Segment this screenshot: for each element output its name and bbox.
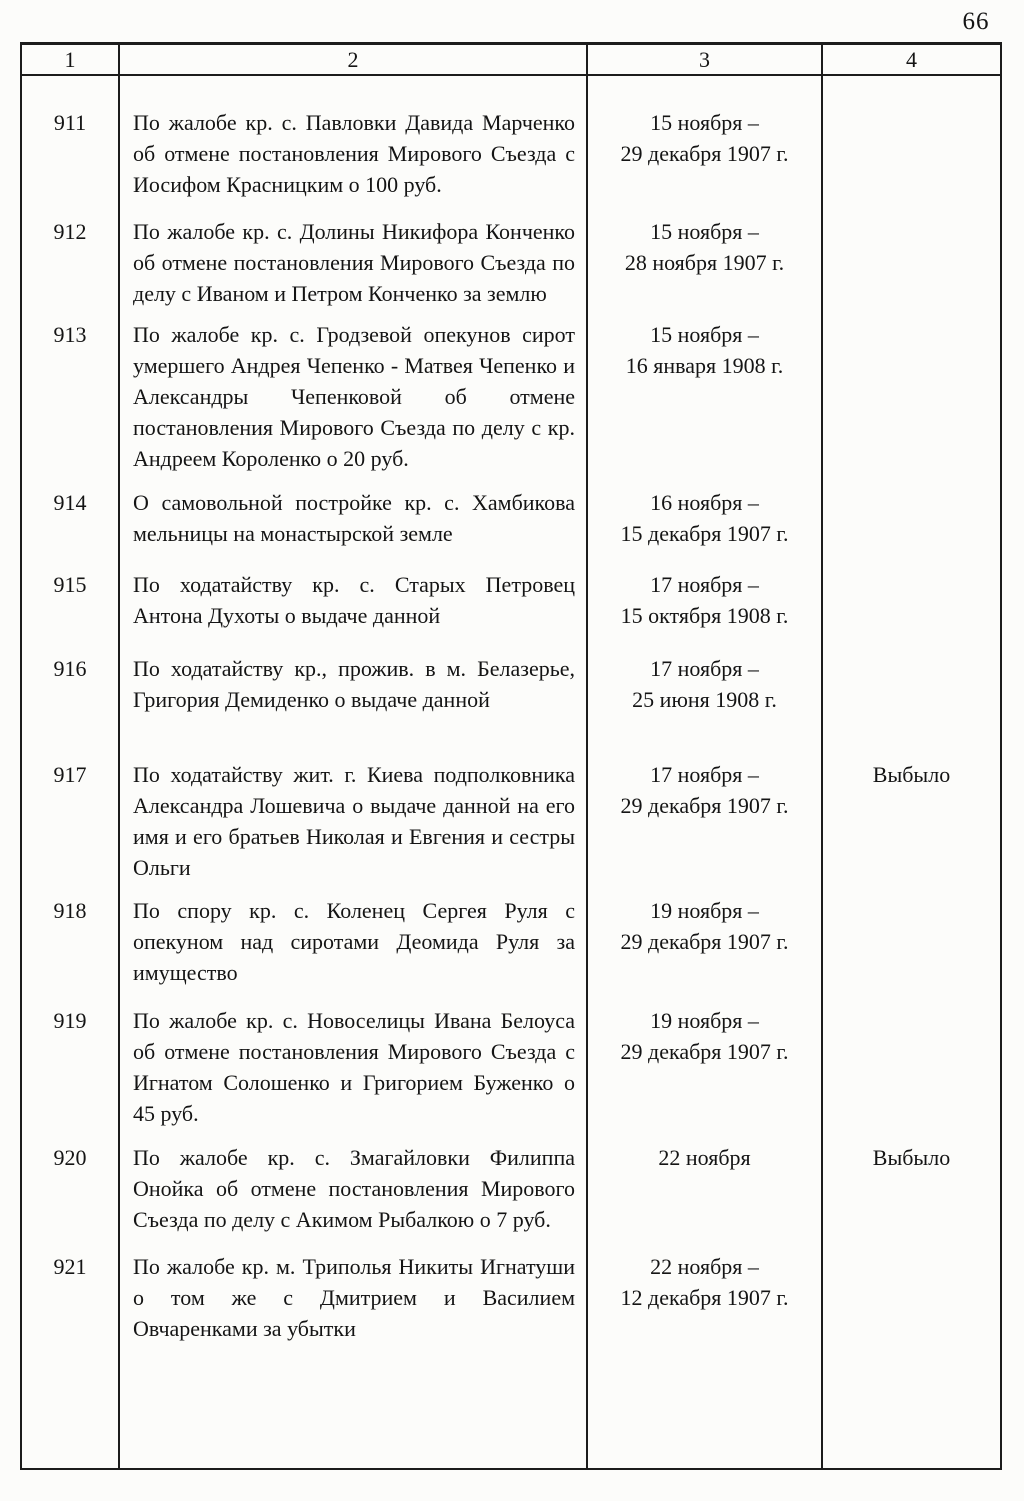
case-status: [823, 883, 1000, 988]
column-header-3: 3: [588, 45, 823, 74]
case-description: По жалобе кр. с. Гродзевой опекунов сирот умершего Андрея Чепенко - Матвея Чепенко и Александры Чепенковой об отмене постановления Мирового Съезда по делу с кр. Андреем Короленко о 20 руб.: [120, 309, 588, 474]
case-dates: 17 ноября – 15 октября 1908 г.: [588, 549, 823, 631]
case-dates: 16 ноября – 15 декабря 1907 г.: [588, 474, 823, 549]
case-number: 912: [22, 200, 120, 309]
table-row: [22, 1129, 1000, 1235]
page-number: 66: [962, 8, 990, 35]
case-dates: 15 ноября – 28 ноября 1907 г.: [588, 200, 823, 309]
case-status: [823, 76, 1000, 200]
table-row: [22, 474, 1000, 549]
table-row: [22, 200, 1000, 309]
case-number: 917: [22, 715, 120, 883]
case-dates: 15 ноября – 16 января 1908 г.: [588, 309, 823, 474]
case-status: [823, 474, 1000, 549]
column-header-4: 4: [906, 47, 917, 72]
case-description: По жалобе кр. с. Змагайловки Филиппа Онойка об отмене постановления Мирового Съезда по делу с Акимом Рыбалкою о 7 руб.: [120, 1129, 588, 1235]
case-status: [823, 988, 1000, 1129]
case-dates: 22 ноября: [588, 1129, 823, 1235]
table-row: [22, 988, 1000, 1129]
case-status: [823, 631, 1000, 715]
case-dates: 17 ноября – 25 июня 1908 г.: [588, 631, 823, 715]
column-header-1: 1: [22, 45, 120, 74]
case-description: О самовольной постройке кр. с. Хамбикова мельницы на монастырской земле: [120, 474, 588, 549]
case-number: 915: [22, 549, 120, 631]
table-row: [22, 1235, 1000, 1468]
table-row: [22, 631, 1000, 715]
case-number: 913: [22, 309, 120, 474]
case-number: 921: [22, 1235, 120, 1468]
column-header-2: 2: [120, 45, 588, 74]
case-dates: 17 ноября – 29 декабря 1907 г.: [588, 715, 823, 883]
table-row: [22, 309, 1000, 474]
case-status: Выбыло: [872, 762, 951, 787]
case-dates: 22 ноября – 12 декабря 1907 г.: [588, 1235, 823, 1468]
case-number: 919: [22, 988, 120, 1129]
case-status: Выбыло: [872, 1145, 951, 1170]
case-description: По жалобе кр. с. Павловки Давида Марченко об отмене постановления Мирового Съезда с Иосифом Красницким о 100 руб.: [120, 76, 588, 200]
case-status: [823, 549, 1000, 631]
table-header-row: [22, 45, 1000, 76]
case-description: По жалобе кр. с. Новоселицы Ивана Белоуса об отмене постановления Мирового Съезда с Игнатом Солошенко и Григорием Буженко о 45 руб.: [120, 988, 588, 1129]
case-number: 914: [22, 474, 120, 549]
case-number: 916: [22, 631, 120, 715]
case-number: 911: [22, 76, 120, 200]
table-row: [22, 883, 1000, 988]
case-status: [823, 309, 1000, 474]
case-dates: 19 ноября – 29 декабря 1907 г.: [588, 883, 823, 988]
table-row: [22, 715, 1000, 883]
table-row: [22, 76, 1000, 200]
table-row: [22, 549, 1000, 631]
case-description: По ходатайству кр., прожив. в м. Белазерье, Григория Демиденко о выдаче данной: [120, 631, 588, 715]
case-status: [823, 200, 1000, 309]
case-dates: 19 ноября – 29 декабря 1907 г.: [588, 988, 823, 1129]
case-number: 920: [22, 1129, 120, 1235]
case-description: По спору кр. с. Коленец Сергея Руля с опекуном над сиротами Деомида Руля за имущество: [120, 883, 588, 988]
case-status: [823, 1235, 1000, 1468]
case-description: По жалобе кр. м. Триполья Никиты Игнатуши о том же с Дмитрием и Василием Овчаренками за убытки: [120, 1235, 588, 1468]
case-dates: 15 ноября – 29 декабря 1907 г.: [588, 76, 823, 200]
case-description: По ходатайству кр. с. Старых Петровец Антона Духоты о выдаче данной: [120, 549, 588, 631]
case-register-table: [20, 42, 1002, 1470]
case-description: По жалобе кр. с. Долины Никифора Конченко об отмене постановления Мирового Съезда по делу с Иваном и Петром Конченко за землю: [120, 200, 588, 309]
case-number: 918: [22, 883, 120, 988]
case-description: По ходатайству жит. г. Киева подполковника Александра Лошевича о выдаче данной на его имя и его братьев Николая и Евгения и сестры Ольги: [120, 715, 588, 883]
table-body: [22, 76, 1000, 1468]
